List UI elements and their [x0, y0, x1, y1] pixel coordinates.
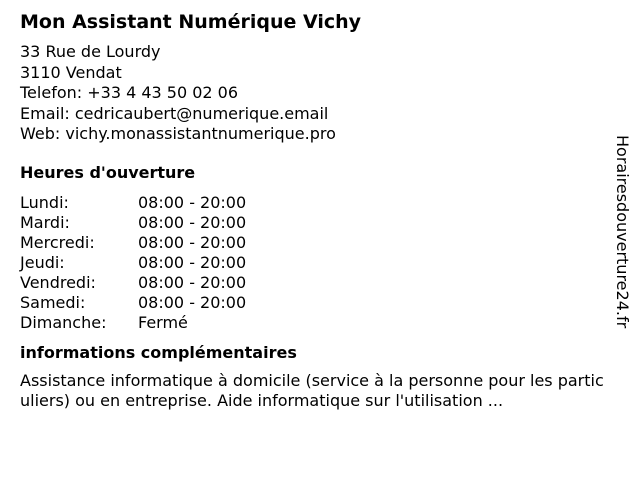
additional-info-heading: informations complémentaires [20, 342, 297, 362]
business-card [20, 10, 612, 411]
day-label: Jeudi: [20, 252, 65, 272]
business-name: Mon Assistant Numérique Vichy [20, 11, 362, 33]
hours-row-saturday [20, 293, 612, 313]
website: Web: vichy.monassistantnumerique.pro [20, 124, 336, 143]
day-label: Vendredi: [20, 272, 96, 292]
day-label: Mercredi: [20, 232, 95, 252]
day-label: Mardi: [20, 212, 70, 232]
day-hours: 08:00 - 20:00 [138, 292, 247, 312]
day-hours: 08:00 - 20:00 [138, 232, 247, 252]
hours-row-wednesday [20, 233, 612, 253]
day-hours: 08:00 - 20:00 [138, 212, 247, 232]
day-label: Samedi: [20, 292, 86, 312]
opening-hours-table [20, 193, 612, 333]
hours-row-thursday [20, 253, 612, 273]
phone-number: Telefon: +33 4 43 50 02 06 [20, 83, 239, 102]
day-hours: 08:00 - 20:00 [138, 192, 247, 212]
hours-row-tuesday [20, 213, 612, 233]
postal-city: 3110 Vendat [20, 62, 122, 82]
additional-info-text: Assistance informatique à domicile (service à la personne pour les particuliers) ou en entreprise. Aide informatique sur l'utilisation ... [20, 370, 604, 410]
email-address: Email: cedricaubert@numerique.email [20, 103, 329, 123]
opening-hours-heading: Heures d'ouverture [20, 162, 196, 182]
hours-row-monday [20, 193, 612, 213]
day-label: Lundi: [20, 192, 69, 212]
street-address: 33 Rue de Lourdy [20, 42, 161, 61]
day-hours: 08:00 - 20:00 [138, 272, 247, 292]
day-hours: 08:00 - 20:00 [138, 252, 247, 272]
site-watermark: Horairesdouverture24.fr [613, 135, 632, 329]
hours-row-sunday [20, 313, 612, 333]
hours-row-friday [20, 273, 612, 293]
address-block [20, 42, 612, 145]
day-hours: Fermé [138, 312, 188, 332]
day-label: Dimanche: [20, 312, 107, 332]
